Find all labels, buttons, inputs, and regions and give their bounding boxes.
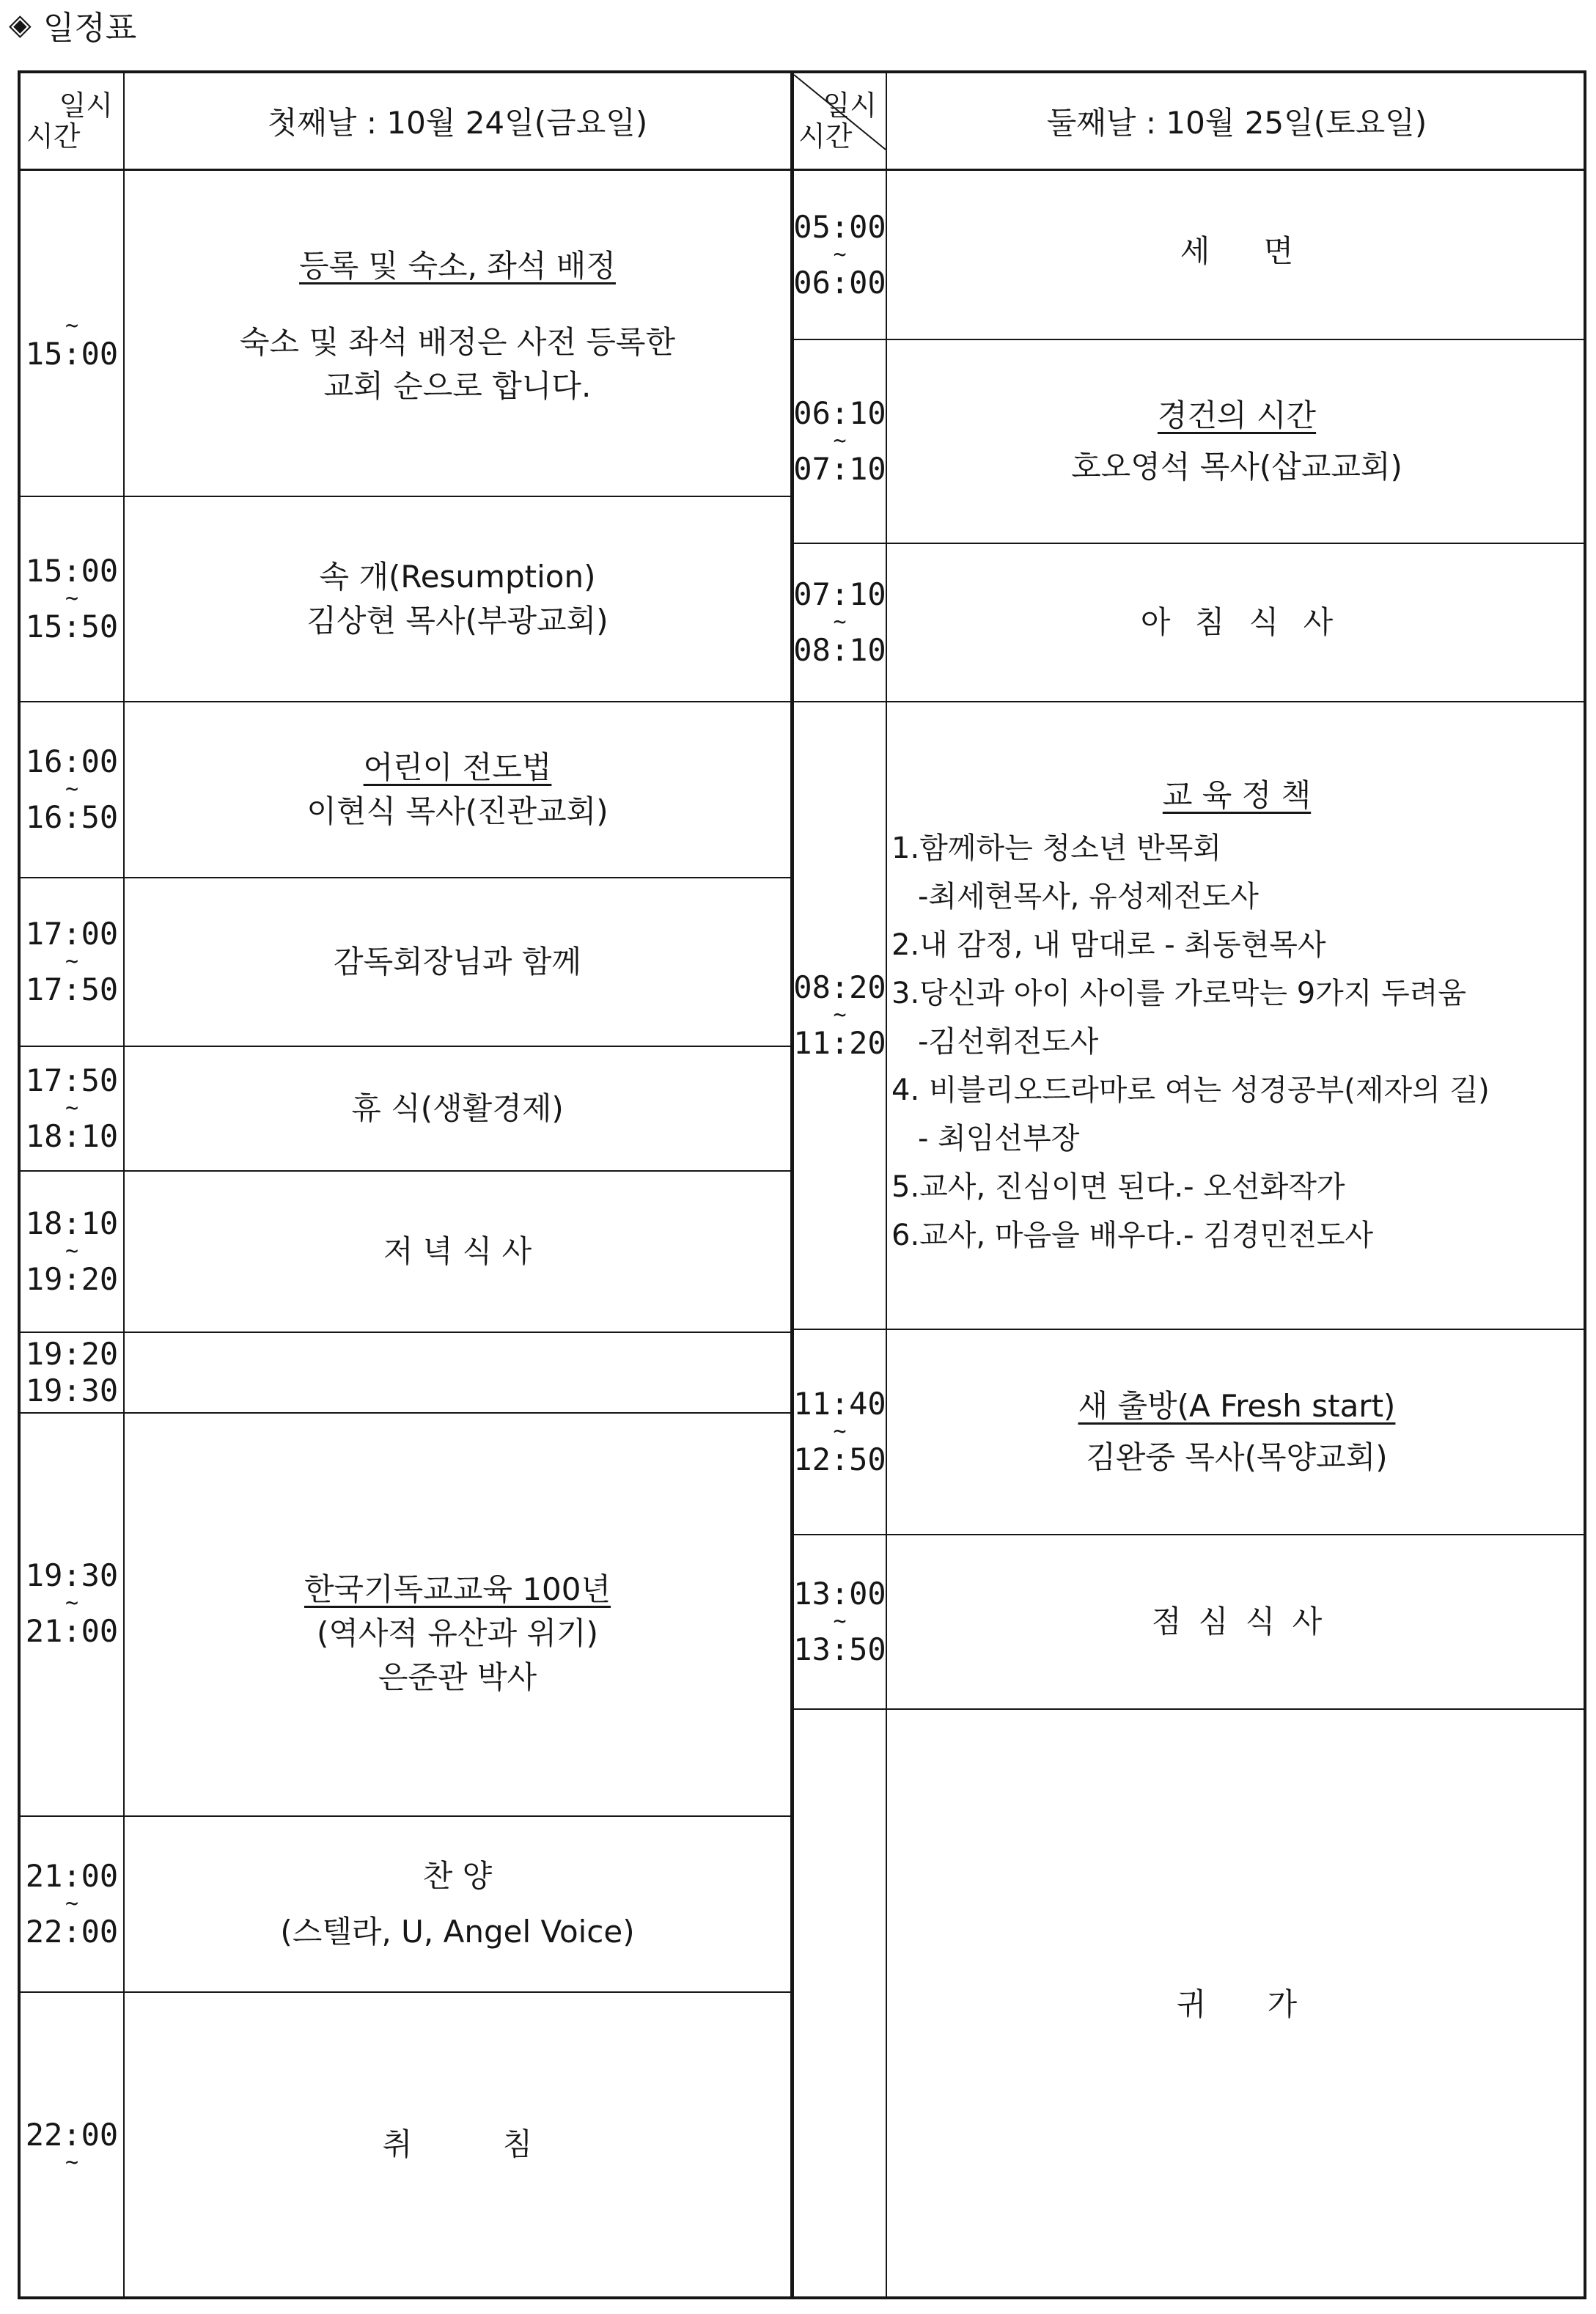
day1-header: 첫째날 : 10월 24일(금요일) bbox=[267, 105, 648, 141]
event-korean-christian-education bbox=[125, 1414, 790, 1815]
event-title: 어린이 전도법 bbox=[363, 749, 552, 785]
time-start: 19:30 bbox=[25, 1557, 119, 1593]
tilde: ~ bbox=[833, 609, 847, 635]
time-cell bbox=[794, 544, 886, 701]
event-fresh-start bbox=[887, 1330, 1586, 1534]
list-item: -김선휘전도사 bbox=[918, 1025, 1099, 1059]
time-start: 06:10 bbox=[793, 395, 886, 431]
day1-corner-cell bbox=[21, 73, 123, 169]
event-education-policy bbox=[887, 770, 1586, 821]
time-end: 19:30 bbox=[25, 1373, 119, 1408]
time-start: 18:10 bbox=[25, 1205, 119, 1241]
event-detail: 교회 순으로 합니다. bbox=[323, 368, 592, 404]
tilde: ~ bbox=[833, 1419, 847, 1444]
list-item: 6.교사, 마음을 배우다.- 김경민전도사 bbox=[891, 1219, 1374, 1252]
event-breakfast bbox=[887, 544, 1586, 701]
time-start: 15:00 bbox=[25, 553, 119, 589]
event-detail: 숙소 및 좌석 배정은 사전 등록한 bbox=[239, 324, 676, 360]
day2-corner-cell bbox=[794, 73, 886, 169]
diamond-icon: ◈ bbox=[9, 8, 32, 42]
event-registration bbox=[125, 171, 790, 496]
time-start: 08:20 bbox=[793, 969, 886, 1005]
time-start: 19:20 bbox=[25, 1336, 119, 1372]
event-sleep bbox=[125, 1993, 790, 2296]
list-item: 3.당신과 아이 사이를 가로막는 9가지 두려움 bbox=[891, 977, 1467, 1010]
event-title: 속 개(Resumption) bbox=[319, 559, 596, 595]
event-detail: (역사적 유산과 위기) bbox=[316, 1615, 599, 1651]
time-cell bbox=[21, 878, 123, 1046]
time-start: 17:50 bbox=[25, 1062, 119, 1098]
title-text: 일정표 bbox=[43, 10, 137, 47]
corner-label-top: 일시 bbox=[59, 89, 113, 122]
corner-label-top: 일시 bbox=[823, 89, 877, 122]
tilde: ~ bbox=[65, 1590, 79, 1616]
time-end: 06:00 bbox=[793, 264, 886, 301]
event-with-bishop bbox=[125, 878, 790, 1046]
time-end: 15:50 bbox=[25, 609, 119, 644]
event-title: 귀 가 bbox=[1176, 1986, 1298, 2022]
event-detail: 김상현 목사(부광교회) bbox=[306, 603, 608, 639]
time-start: 21:00 bbox=[25, 1858, 119, 1894]
time-end: 22:00 bbox=[25, 1914, 119, 1950]
time-cell bbox=[21, 1172, 123, 1332]
time-cell bbox=[794, 702, 886, 1329]
event-title: 휴 식(생활경제) bbox=[351, 1090, 564, 1126]
event-title: 아 침 식 사 bbox=[1140, 604, 1334, 640]
event-resumption bbox=[125, 497, 790, 701]
time-cell bbox=[21, 1333, 123, 1412]
event-title: 등록 및 숙소, 좌석 배정 bbox=[299, 248, 616, 284]
time-end: 21:00 bbox=[25, 1613, 119, 1649]
list-item: - 최임선부장 bbox=[918, 1122, 1080, 1156]
tilde: ~ bbox=[65, 312, 79, 339]
time-start: 16:00 bbox=[25, 743, 119, 779]
event-detail: 호오영석 목사(삽교교회) bbox=[1071, 449, 1402, 485]
time-end: 16:50 bbox=[25, 799, 119, 835]
tilde: ~ bbox=[65, 776, 79, 802]
time-start: 05:00 bbox=[793, 208, 886, 245]
time-start: 13:00 bbox=[793, 1576, 886, 1612]
event-title: 점 심 식 사 bbox=[1151, 1604, 1323, 1639]
time-cell bbox=[21, 1993, 123, 2296]
time-cell bbox=[21, 171, 123, 496]
time-cell bbox=[21, 1047, 123, 1170]
day2-header: 둘째날 : 10월 25일(토요일) bbox=[1046, 105, 1427, 141]
time-cell bbox=[794, 1535, 886, 1708]
event-dinner bbox=[125, 1172, 790, 1332]
event-empty bbox=[125, 1333, 790, 1412]
list-item: 2.내 감정, 내 맘대로 - 최동현목사 bbox=[891, 928, 1326, 962]
time-end: 18:10 bbox=[25, 1118, 119, 1154]
time-end: 15:00 bbox=[25, 335, 119, 372]
corner-label-bottom: 시간 bbox=[26, 120, 81, 153]
event-wash bbox=[887, 171, 1586, 339]
list-item: 5.교사, 진심이면 된다.- 오선화작가 bbox=[891, 1170, 1345, 1204]
tilde: ~ bbox=[833, 241, 847, 268]
time-cell bbox=[21, 1414, 123, 1815]
time-cell bbox=[21, 497, 123, 701]
tilde: ~ bbox=[65, 1891, 79, 1917]
time-end: 19:20 bbox=[25, 1261, 119, 1297]
event-title: 취 침 bbox=[382, 2126, 533, 2162]
time-end: 12:50 bbox=[793, 1441, 886, 1477]
tilde: ~ bbox=[833, 1002, 847, 1028]
event-title: 저 녁 식 사 bbox=[383, 1233, 532, 1269]
time-end: 17:50 bbox=[25, 971, 119, 1007]
day2-row-line bbox=[792, 701, 1586, 702]
tilde: ~ bbox=[833, 1609, 847, 1634]
event-title: 찬 양 bbox=[422, 1858, 493, 1894]
tilde: ~ bbox=[65, 1238, 79, 1264]
tilde: ~ bbox=[65, 2150, 79, 2175]
time-start: 22:00 bbox=[25, 2117, 119, 2153]
list-item: 1.함께하는 청소년 반목회 bbox=[891, 831, 1221, 865]
event-title: 새 출방(A Fresh start) bbox=[1078, 1388, 1396, 1424]
page-title bbox=[9, 3, 136, 47]
event-detail: 김완중 목사(목양교회) bbox=[1086, 1439, 1388, 1475]
event-devotion bbox=[887, 340, 1586, 543]
time-end: 11:20 bbox=[793, 1025, 886, 1061]
time-cell bbox=[794, 340, 886, 543]
list-item: -최세현목사, 유성제전도사 bbox=[918, 880, 1259, 914]
time-end: 07:10 bbox=[793, 451, 886, 487]
time-start: 11:40 bbox=[793, 1386, 886, 1422]
tilde: ~ bbox=[65, 586, 79, 611]
time-cell bbox=[21, 702, 123, 877]
event-title: 감독회장님과 함께 bbox=[334, 944, 581, 980]
time-start: 07:10 bbox=[793, 576, 886, 612]
time-end: 08:10 bbox=[793, 632, 886, 668]
event-lunch bbox=[887, 1535, 1586, 1708]
time-end: 13:50 bbox=[793, 1631, 886, 1667]
event-title: 세 면 bbox=[1180, 233, 1294, 269]
corner-label-bottom: 시간 bbox=[798, 120, 853, 153]
event-detail: (스텔라, U, Angel Voice) bbox=[280, 1914, 635, 1950]
event-return-home bbox=[887, 1710, 1586, 2296]
list-item: 4. 비블리오드라마로 여는 성경공부(제자의 길) bbox=[891, 1073, 1490, 1107]
event-praise bbox=[125, 1817, 790, 1991]
event-child-evangelism bbox=[125, 702, 790, 877]
event-title: 경건의 시간 bbox=[1157, 397, 1317, 433]
time-cell bbox=[794, 1330, 886, 1534]
tilde: ~ bbox=[65, 949, 79, 974]
time-start: 17:00 bbox=[25, 916, 119, 952]
event-detail: 은준관 박사 bbox=[378, 1659, 537, 1695]
event-detail: 이현식 목사(진관교회) bbox=[306, 793, 608, 829]
time-cell bbox=[794, 171, 886, 339]
education-policy-list bbox=[891, 824, 1581, 1260]
event-title: 한국기독교교육 100년 bbox=[304, 1571, 611, 1607]
event-break bbox=[125, 1047, 790, 1170]
time-cell bbox=[21, 1817, 123, 1991]
tilde: ~ bbox=[65, 1095, 79, 1121]
tilde: ~ bbox=[833, 428, 847, 454]
event-title: 교 육 정 책 bbox=[1162, 777, 1312, 813]
corner-diagonal bbox=[794, 73, 886, 169]
